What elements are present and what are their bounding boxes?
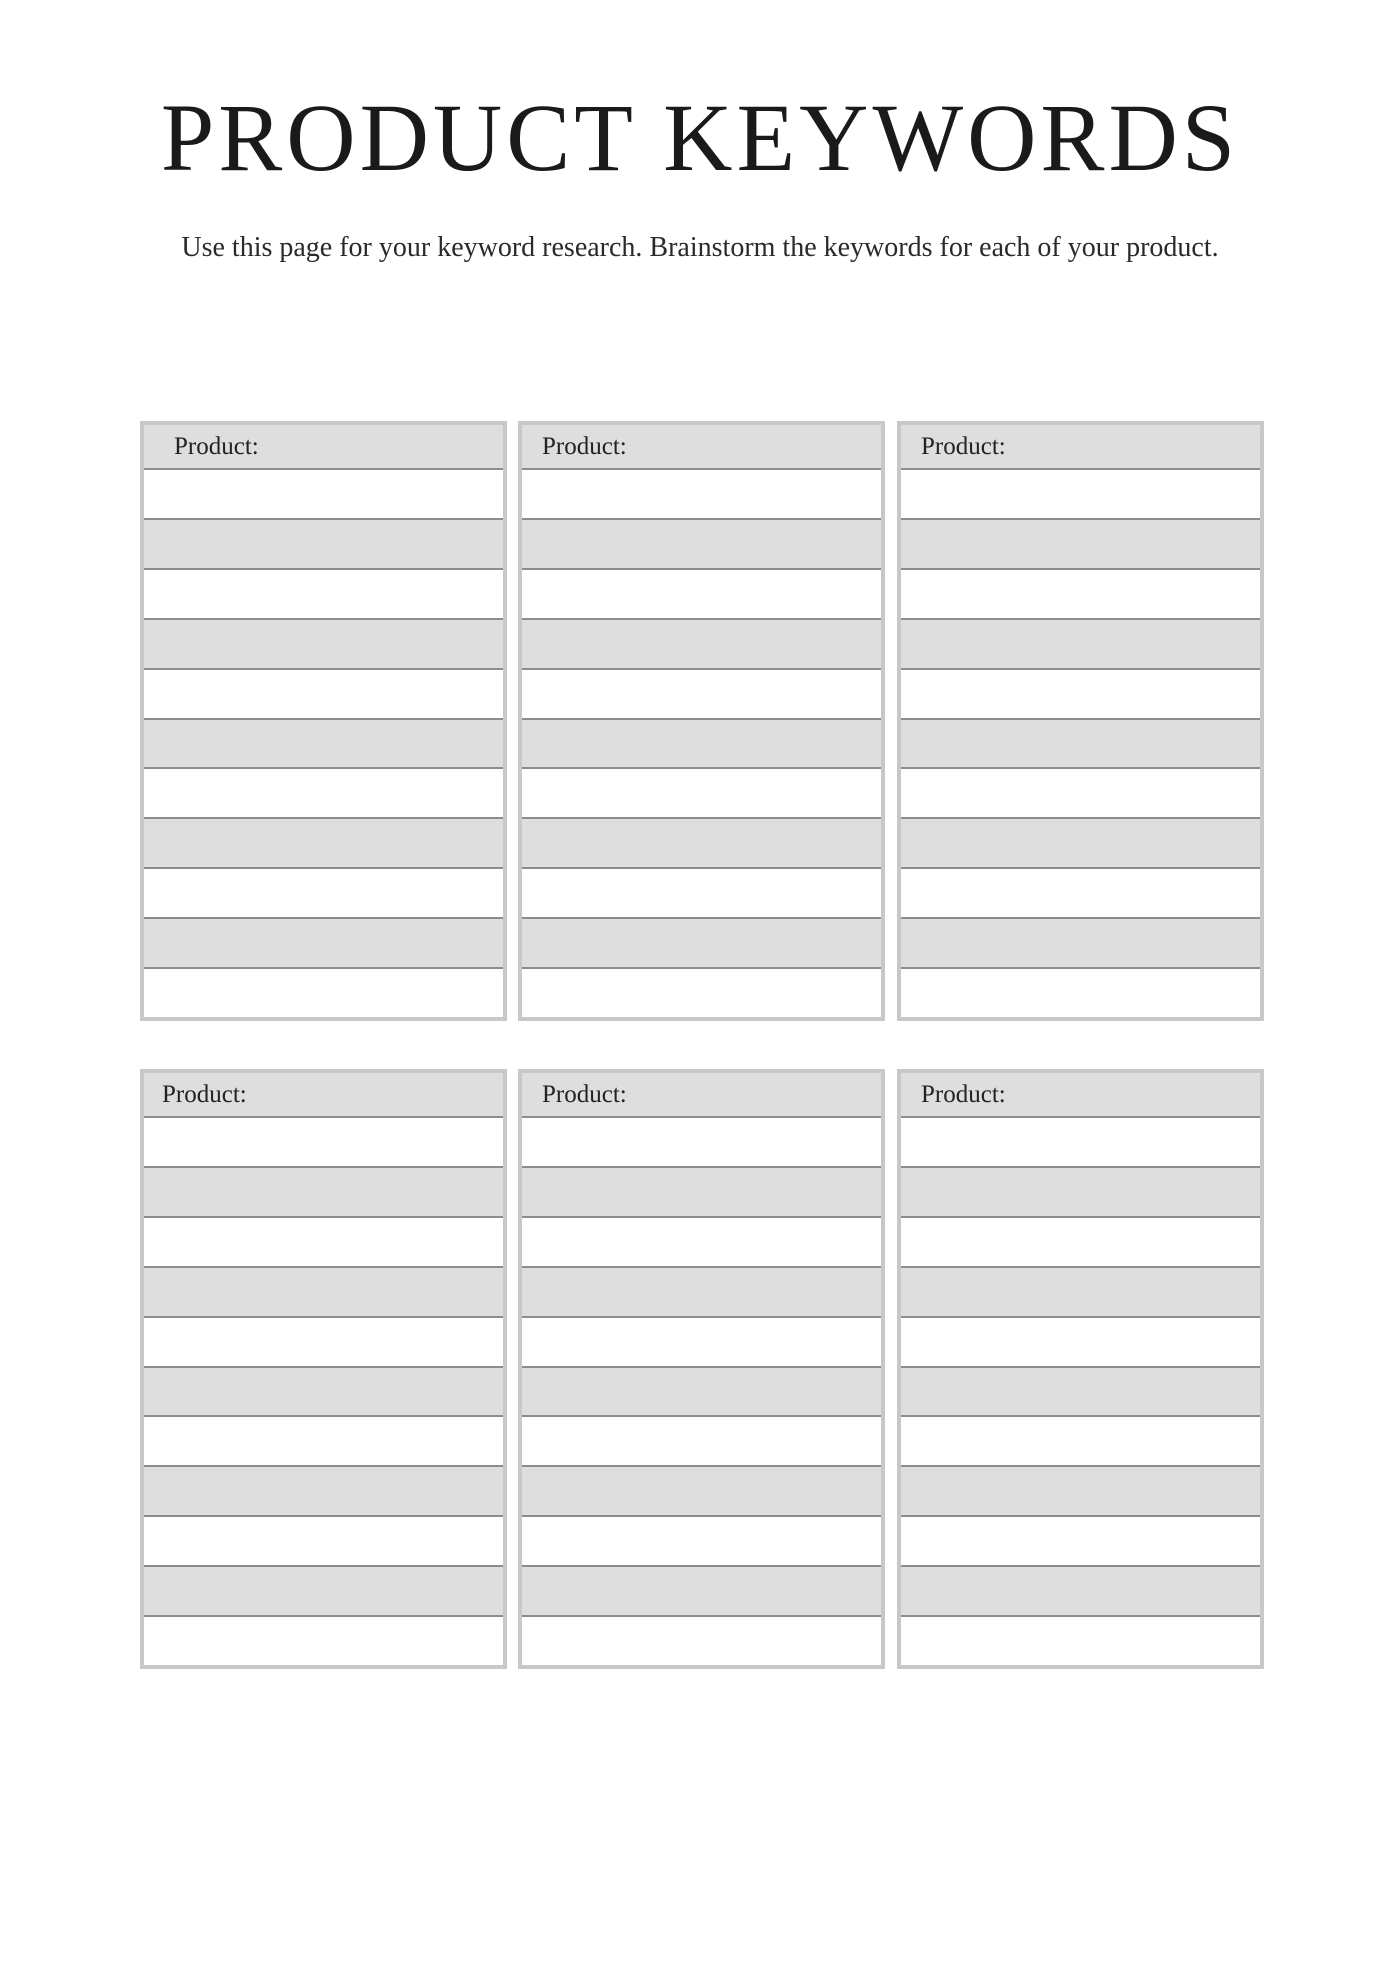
keyword-row[interactable] bbox=[901, 670, 1260, 720]
keyword-row[interactable] bbox=[522, 819, 881, 869]
keyword-row[interactable] bbox=[144, 1318, 503, 1368]
product-card-header[interactable] bbox=[144, 1073, 503, 1118]
keyword-row[interactable] bbox=[901, 1368, 1260, 1418]
keyword-row[interactable] bbox=[901, 570, 1260, 620]
page-title: PRODUCT KEYWORDS bbox=[160, 84, 1240, 191]
keyword-row[interactable] bbox=[901, 869, 1260, 919]
keyword-row[interactable] bbox=[901, 620, 1260, 670]
keyword-row[interactable] bbox=[901, 1168, 1260, 1218]
keyword-row[interactable] bbox=[522, 969, 881, 1017]
keyword-row[interactable] bbox=[144, 1168, 503, 1218]
keyword-row[interactable] bbox=[144, 919, 503, 969]
keyword-row[interactable] bbox=[901, 1268, 1260, 1318]
keyword-row[interactable] bbox=[144, 769, 503, 819]
keyword-row[interactable] bbox=[144, 969, 503, 1017]
product-card bbox=[897, 1069, 1264, 1669]
product-card-header[interactable] bbox=[901, 425, 1260, 470]
keyword-row[interactable] bbox=[522, 869, 881, 919]
product-card-header[interactable] bbox=[522, 1073, 881, 1118]
keyword-row[interactable] bbox=[522, 1517, 881, 1567]
page-instructions: Use this page for your keyword research. Brainstorm the keywords for each of your product. bbox=[181, 232, 1219, 263]
keyword-row[interactable] bbox=[522, 670, 881, 720]
keyword-row[interactable] bbox=[901, 1218, 1260, 1268]
keyword-row[interactable] bbox=[144, 470, 503, 520]
keyword-row[interactable] bbox=[144, 570, 503, 620]
keyword-row[interactable] bbox=[901, 720, 1260, 770]
product-label: Product: bbox=[921, 1080, 1006, 1108]
keyword-row[interactable] bbox=[901, 1318, 1260, 1368]
keyword-row[interactable] bbox=[901, 919, 1260, 969]
product-label: Product: bbox=[162, 1080, 247, 1108]
keyword-row[interactable] bbox=[522, 1417, 881, 1467]
keyword-row[interactable] bbox=[144, 720, 503, 770]
keyword-row[interactable] bbox=[901, 1118, 1260, 1168]
keyword-row[interactable] bbox=[144, 1467, 503, 1517]
keyword-row[interactable] bbox=[901, 819, 1260, 869]
product-card-header[interactable] bbox=[522, 425, 881, 470]
product-card bbox=[518, 1069, 885, 1669]
keyword-row[interactable] bbox=[144, 1368, 503, 1418]
product-label: Product: bbox=[174, 432, 259, 460]
keyword-row[interactable] bbox=[901, 1517, 1260, 1567]
keyword-row[interactable] bbox=[522, 769, 881, 819]
keyword-row[interactable] bbox=[522, 1567, 881, 1617]
keyword-row[interactable] bbox=[144, 670, 503, 720]
keyword-row[interactable] bbox=[522, 1218, 881, 1268]
keyword-row[interactable] bbox=[522, 1368, 881, 1418]
product-card bbox=[897, 421, 1264, 1021]
keyword-row[interactable] bbox=[901, 1617, 1260, 1665]
product-label: Product: bbox=[542, 432, 627, 460]
keyword-row[interactable] bbox=[144, 819, 503, 869]
keyword-row[interactable] bbox=[522, 919, 881, 969]
keyword-row[interactable] bbox=[522, 1617, 881, 1665]
keyword-row[interactable] bbox=[144, 1417, 503, 1467]
keyword-row[interactable] bbox=[144, 1517, 503, 1567]
keyword-row[interactable] bbox=[901, 520, 1260, 570]
keyword-row[interactable] bbox=[144, 620, 503, 670]
keyword-row[interactable] bbox=[144, 1218, 503, 1268]
keyword-row[interactable] bbox=[901, 969, 1260, 1017]
keyword-row[interactable] bbox=[901, 1417, 1260, 1467]
keyword-row[interactable] bbox=[522, 1318, 881, 1368]
product-card bbox=[140, 421, 507, 1021]
keyword-row[interactable] bbox=[522, 470, 881, 520]
product-card bbox=[518, 421, 885, 1021]
keyword-row[interactable] bbox=[144, 1268, 503, 1318]
keyword-row[interactable] bbox=[901, 470, 1260, 520]
keyword-row[interactable] bbox=[522, 1268, 881, 1318]
keyword-row[interactable] bbox=[901, 1467, 1260, 1517]
product-card bbox=[140, 1069, 507, 1669]
product-label: Product: bbox=[542, 1080, 627, 1108]
keyword-row[interactable] bbox=[522, 720, 881, 770]
keyword-row[interactable] bbox=[522, 520, 881, 570]
keyword-row[interactable] bbox=[901, 769, 1260, 819]
keyword-row[interactable] bbox=[522, 1467, 881, 1517]
product-label: Product: bbox=[921, 432, 1006, 460]
keyword-row[interactable] bbox=[144, 1617, 503, 1665]
keyword-row[interactable] bbox=[144, 520, 503, 570]
keyword-row[interactable] bbox=[901, 1567, 1260, 1617]
keyword-row[interactable] bbox=[522, 570, 881, 620]
keyword-row[interactable] bbox=[522, 620, 881, 670]
keyword-row[interactable] bbox=[144, 1567, 503, 1617]
keyword-row[interactable] bbox=[522, 1118, 881, 1168]
keyword-row[interactable] bbox=[144, 869, 503, 919]
keyword-row[interactable] bbox=[144, 1118, 503, 1168]
product-card-header[interactable] bbox=[901, 1073, 1260, 1118]
product-card-header[interactable] bbox=[144, 425, 503, 470]
keyword-row[interactable] bbox=[522, 1168, 881, 1218]
